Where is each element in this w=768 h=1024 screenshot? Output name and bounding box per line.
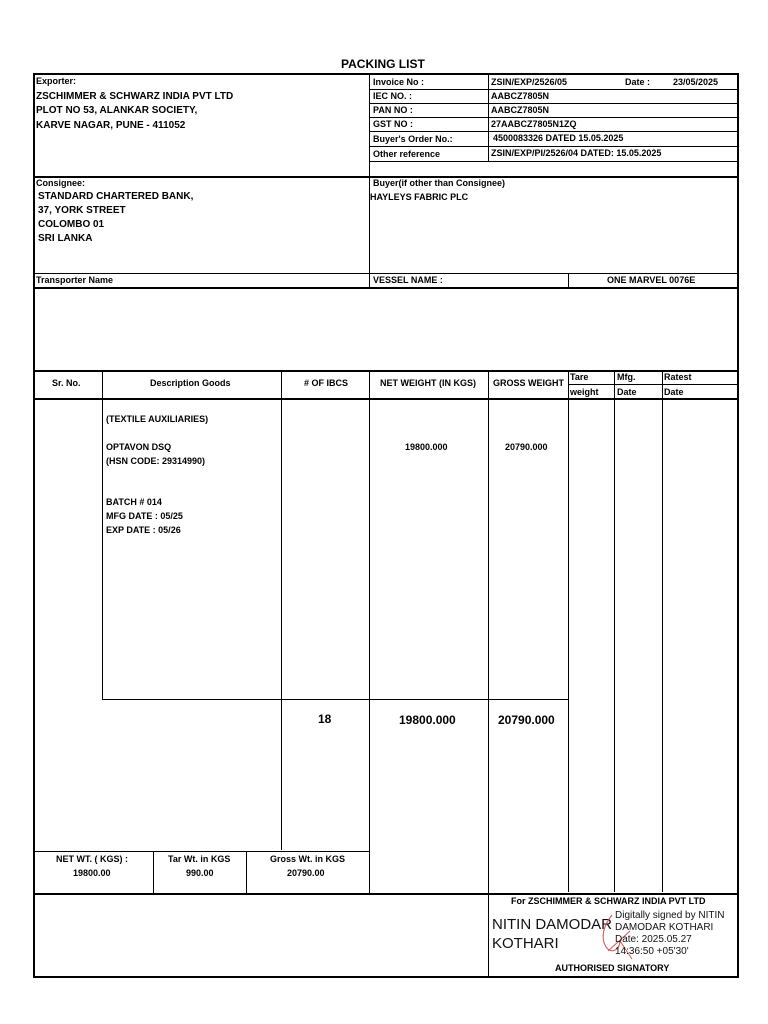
item-category: (TEXTILE AUXILIARIES) xyxy=(106,414,209,424)
gst-value: 27AABCZ7805N1ZQ xyxy=(491,119,577,129)
total-gross-weight: 20790.000 xyxy=(498,713,555,727)
item-hsn: (HSN CODE: 29314990) xyxy=(106,456,206,466)
col-header-ratest-2: Date xyxy=(664,387,684,397)
divider xyxy=(370,131,738,132)
iec-value: AABCZ7805N xyxy=(491,91,550,101)
summary-net-value: 19800.00 xyxy=(73,868,111,878)
total-ibcs: 18 xyxy=(318,712,332,726)
pan-label: PAN NO : xyxy=(373,105,413,115)
summary-net-label: NET WT. ( KGS) : xyxy=(56,854,128,864)
invoice-no-value: ZSIN/EXP/2526/05 xyxy=(491,77,568,87)
divider xyxy=(34,287,738,289)
summary-gross-label: Gross Wt. in KGS xyxy=(270,854,346,864)
buyers-order-label: Buyer's Order No.: xyxy=(373,134,453,144)
signer-name-2: KOTHARI xyxy=(492,935,559,952)
divider xyxy=(34,851,369,852)
divider xyxy=(281,371,282,850)
transporter-label: Transporter Name xyxy=(36,275,114,285)
col-header-mfg-1: Mfg. xyxy=(617,372,636,382)
date-label: Date : xyxy=(625,77,651,87)
divider xyxy=(568,274,569,287)
divider xyxy=(488,371,489,977)
summary-tare-label: Tar Wt. in KGS xyxy=(168,854,231,864)
digital-sign-line-2: DAMODAR KOTHARI xyxy=(615,922,714,933)
divider xyxy=(153,852,154,893)
digital-sign-line-4: 14:36:50 +05'30' xyxy=(615,946,689,957)
buyer-name: HAYLEYS FABRIC PLC xyxy=(370,192,469,202)
consignee-line-1: STANDARD CHARTERED BANK, xyxy=(38,191,194,202)
divider xyxy=(34,398,738,400)
digital-sign-line-3: Date: 2025.05.27 xyxy=(615,934,692,945)
signer-name-1: NITIN DAMODAR xyxy=(492,916,612,933)
col-header-ibcs: # OF IBCS xyxy=(304,378,349,388)
col-header-mfg-2: Date xyxy=(617,387,637,397)
total-net-weight: 19800.000 xyxy=(399,713,456,727)
divider xyxy=(662,371,663,892)
divider xyxy=(369,371,370,894)
consignee-label: Consignee: xyxy=(36,178,86,188)
other-reference-value: ZSIN/EXP/PI/2526/04 DATED: 15.05.2025 xyxy=(491,148,662,158)
iec-label: IEC NO. : xyxy=(373,91,413,101)
divider xyxy=(568,371,569,892)
date-value: 23/05/2025 xyxy=(673,77,719,87)
col-header-description: Description Goods xyxy=(150,378,231,388)
signature-company: For ZSCHIMMER & SCHWARZ INDIA PVT LTD xyxy=(511,896,706,906)
divider xyxy=(370,117,738,118)
divider xyxy=(370,161,738,162)
consignee-line-2: 37, YORK STREET xyxy=(38,205,126,216)
item-exp-date: EXP DATE : 05/26 xyxy=(106,525,181,535)
divider xyxy=(34,273,738,274)
item-net-weight: 19800.000 xyxy=(405,442,448,452)
item-gross-weight: 20790.000 xyxy=(505,442,548,452)
divider xyxy=(370,103,738,104)
consignee-line-4: SRI LANKA xyxy=(38,233,93,244)
divider xyxy=(102,699,568,700)
authorised-signatory: AUTHORISED SIGNATORY xyxy=(555,963,670,973)
col-header-sr-no: Sr. No. xyxy=(52,378,81,388)
col-header-tare-1: Tare xyxy=(570,372,589,382)
pan-value: AABCZ7805N xyxy=(491,105,550,115)
vessel-label: VESSEL NAME : xyxy=(373,275,443,285)
divider xyxy=(370,146,738,147)
digital-sign-line-1: Digitally signed by NITIN xyxy=(615,910,725,921)
summary-tare-value: 990.00 xyxy=(186,868,214,878)
divider xyxy=(34,894,738,895)
exporter-address-2: KARVE NAGAR, PUNE - 411052 xyxy=(36,120,186,131)
invoice-no-label: Invoice No : xyxy=(373,77,425,87)
other-reference-label: Other reference xyxy=(373,149,441,159)
divider xyxy=(488,74,489,162)
buyer-label: Buyer(if other than Consignee) xyxy=(373,178,506,188)
item-batch: BATCH # 014 xyxy=(106,497,162,507)
buyers-order-value: 4500083326 DATED 15.05.2025 xyxy=(493,133,624,143)
col-header-net-weight: NET WEIGHT (IN KGS) xyxy=(380,378,476,388)
divider xyxy=(614,371,615,892)
exporter-address-1: PLOT NO 53, ALANKAR SOCIETY, xyxy=(36,105,198,116)
divider xyxy=(246,852,247,893)
exporter-name: ZSCHIMMER & SCHWARZ INDIA PVT LTD xyxy=(36,91,234,102)
item-product: OPTAVON DSQ xyxy=(106,442,172,452)
divider xyxy=(370,89,738,90)
divider xyxy=(369,74,370,288)
col-header-ratest-1: Ratest xyxy=(664,372,692,382)
gst-label: GST NO : xyxy=(373,119,413,129)
page-title: PACKING LIST xyxy=(341,57,425,71)
exporter-label: Exporter: xyxy=(36,76,77,86)
summary-gross-value: 20790.00 xyxy=(287,868,325,878)
vessel-value: ONE MARVEL 0076E xyxy=(607,275,696,285)
divider xyxy=(568,384,738,385)
consignee-line-3: COLOMBO 01 xyxy=(38,219,105,230)
item-mfg-date: MFG DATE : 05/25 xyxy=(106,511,183,521)
col-header-tare-2: weight xyxy=(570,387,599,397)
col-header-gross-weight: GROSS WEIGHT xyxy=(493,378,565,388)
divider xyxy=(102,371,103,699)
